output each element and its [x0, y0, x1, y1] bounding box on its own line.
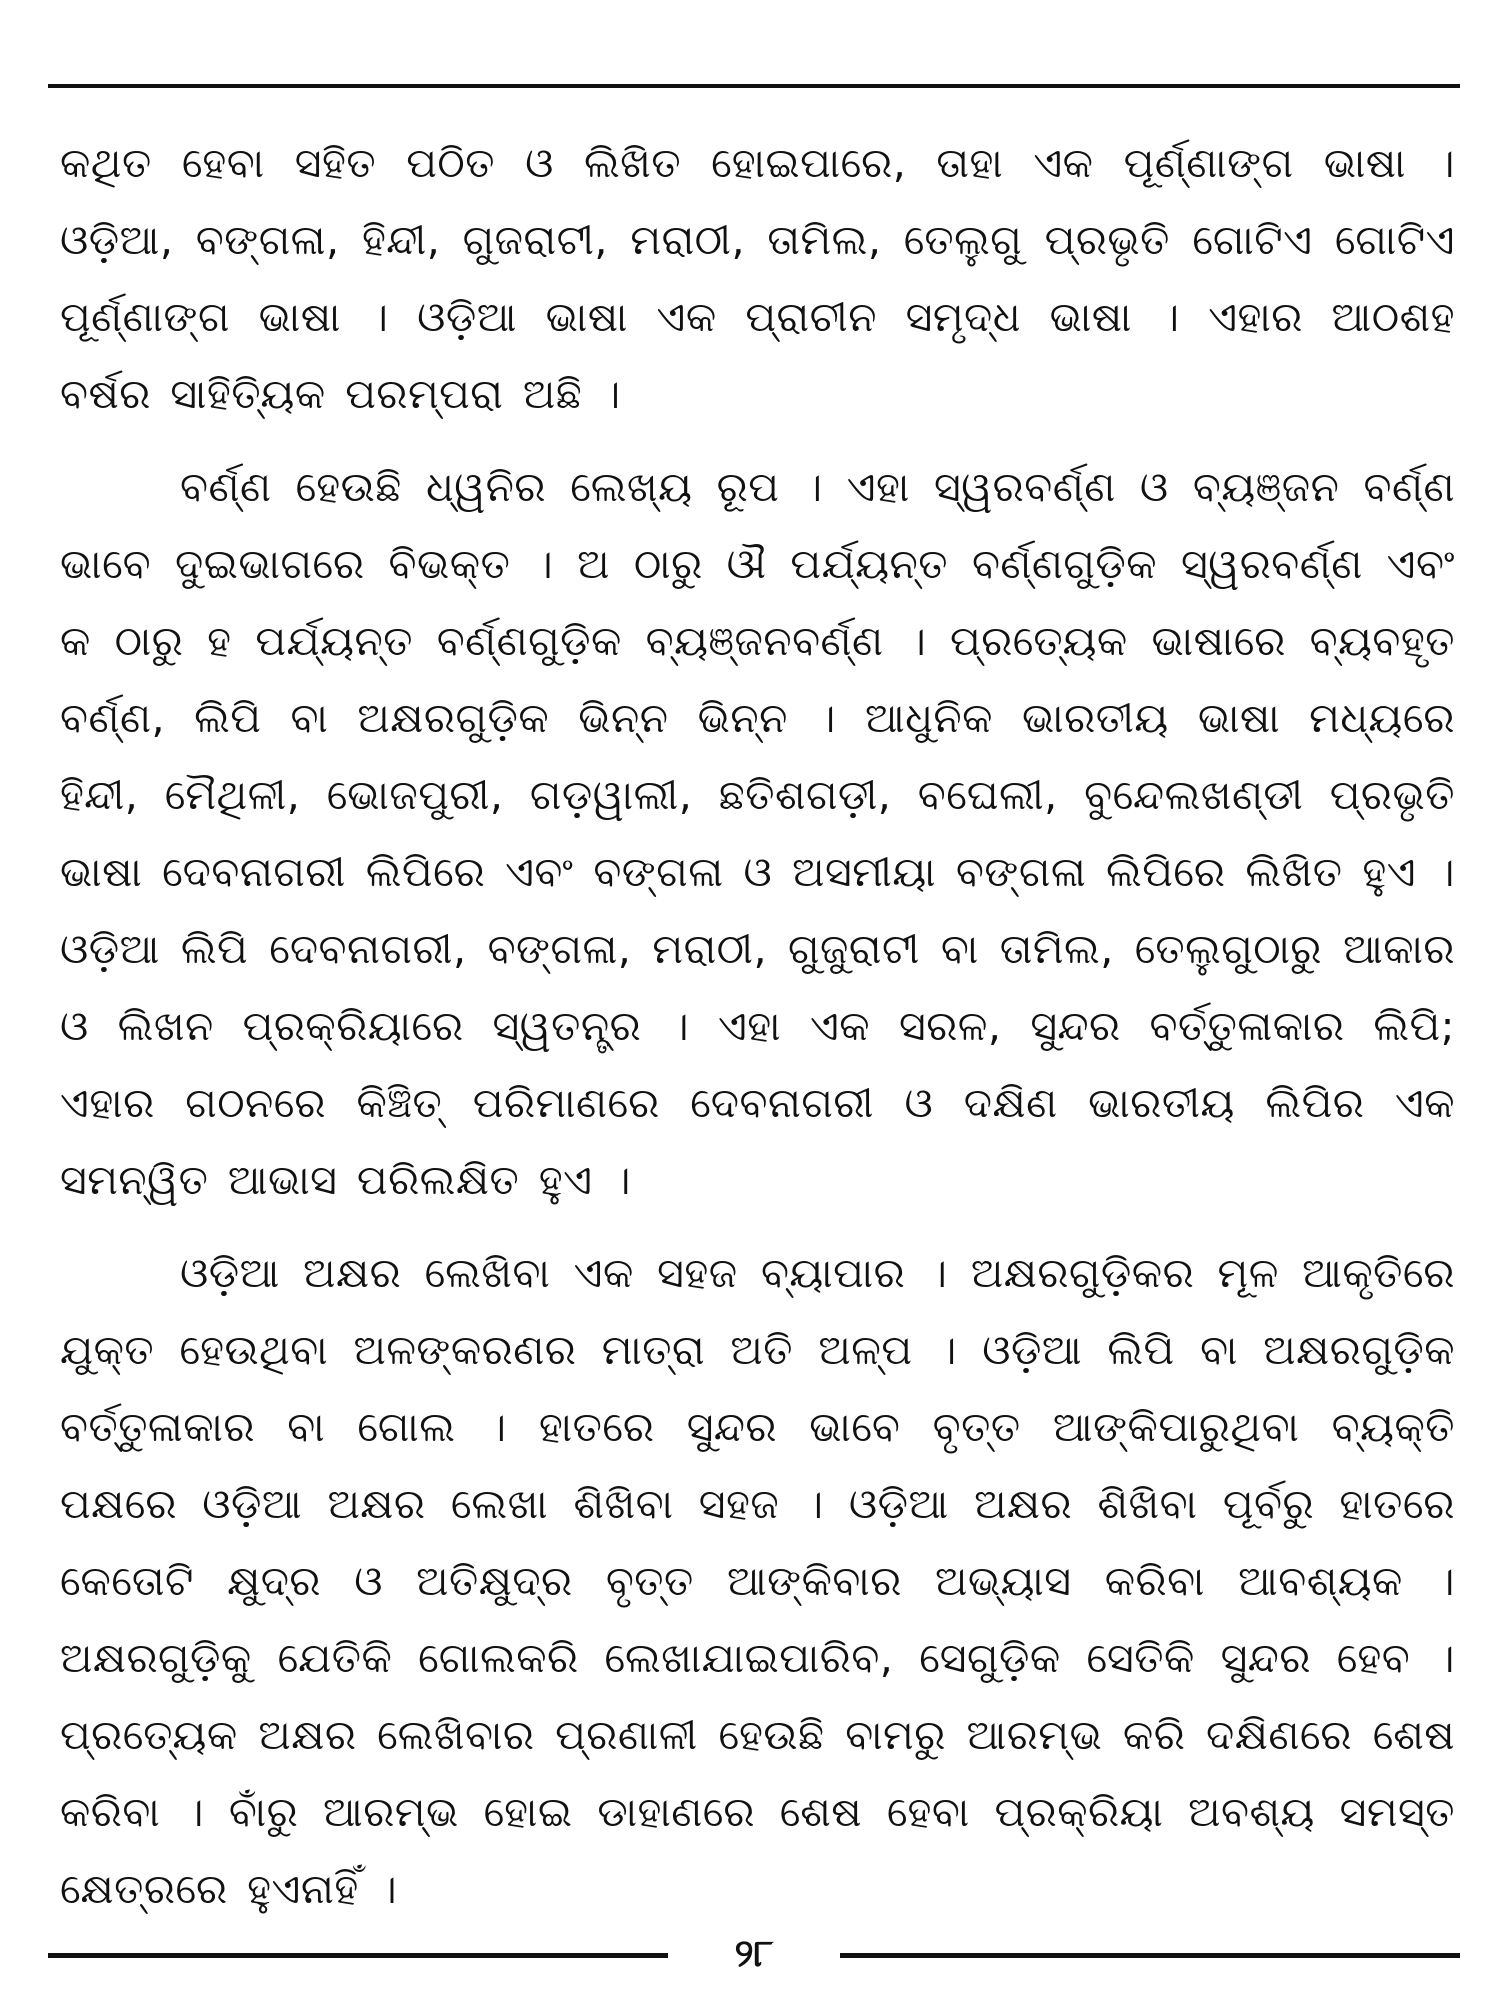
- header-rule: [48, 84, 1460, 88]
- paragraph-3: ଓଡ଼ିଆ ଅକ୍ଷର ଲେଖିବା ଏକ ସହଜ ବ୍ୟାପାର । ଅକ୍ଷରଗୁଡ଼ିକର ମୂଳ ଆକୃତିରେ ଯୁକ୍ତ ହେଉଥିବା ଅଳଙ୍କରଣର ମାତ୍ରା ଅତି ଅଳ୍ପ । ଓଡ଼ିଆ ଲିପି ବା ଅକ୍ଷରଗୁଡ଼ିକ ବର୍ତ୍ତୁଳାକାର ବା ଗୋଲ । ହାତରେ ସୁନ୍ଦର ଭାବେ ବୃତ୍ତ ଆଙ୍କିପାରୁଥିବା ବ୍ୟକ୍ତି ପକ୍ଷରେ ଓଡ଼ିଆ ଅକ୍ଷର ଲେଖା ଶିଖିବା ସହଜ । ଓଡ଼ିଆ ଅକ୍ଷର ଶିଖିବା ପୂର୍ବରୁ ହାତରେ କେତୋଟି କ୍ଷୁଦ୍ର ଓ ଅତିକ୍ଷୁଦ୍ର ବୃତ୍ତ ଆଙ୍କିବାର ଅଭ୍ୟାସ କରିବା ଆବଶ୍ୟକ । ଅକ୍ଷରଗୁଡ଼ିକୁ ଯେତିକି ଗୋଲକରି ଲେଖାଯାଇପାରିବ, ସେଗୁଡ଼ିକ ସେତିକି ସୁନ୍ଦର ହେବ । ପ୍ରତ୍ୟେକ ଅକ୍ଷର ଲେଖିବାର ପ୍ରଣାଳୀ ହେଉଛି ବାମରୁ ଆରମ୍ଭ କରି ଦକ୍ଷିଣରେ ଶେଷ କରିବା । ବାଁରୁ ଆରମ୍ଭ ହୋଇ ଡାହାଣରେ ଶେଷ ହେବା ପ୍ରକ୍ରିୟା ଅବଶ୍ୟ ସମସ୍ତ କ୍ଷେତ୍ରରେ ହୁଏନାହିଁ ।: [60, 1249, 1455, 1913]
- footer-rule-right: [840, 1953, 1460, 1958]
- page-number: ୨୮: [734, 1931, 774, 1975]
- paragraph-1: କଥିତ ହେବା ସହିତ ପଠିତ ଓ ଲିଖିତ ହୋଇପାରେ, ତାହା ଏକ ପୂର୍ଣ୍ଣାଙ୍ଗ ଭାଷା । ଓଡ଼ିଆ, ବଙ୍ଗଳା, ହିନ୍ଦୀ, ଗୁଜରାଟୀ, ମରାଠୀ, ତାମିଲ, ତେଲୁଗୁ ପ୍ରଭୃତି ଗୋଟିଏ ଗୋଟିଏ ପୂର୍ଣ୍ଣାଙ୍ଗ ଭାଷା । ଓଡ଼ିଆ ଭାଷା ଏକ ପ୍ରାଚୀନ ସମୃଦ୍ଧ ଭାଷା । ଏହାର ଆଠଶହ ବର୍ଷର ସାହିତ୍ୟିକ ପରମ୍ପରା ଅଛି ।: [60, 139, 1455, 418]
- page-footer: [48, 1931, 1460, 1975]
- page-body: [60, 125, 1455, 1944]
- footer-rule-left: [48, 1953, 668, 1958]
- paragraph-2: ବର୍ଣ୍ଣ ହେଉଛି ଧ୍ୱନିର ଲେଖ୍ୟ ରୂପ । ଏହା ସ୍ୱରବର୍ଣ୍ଣ ଓ ବ୍ୟଞ୍ଜନ ବର୍ଣ୍ଣ ଭାବେ ଦୁଇଭାଗରେ ବିଭକ୍ତ । ଅ ଠାରୁ ଔ ପର୍ଯ୍ୟନ୍ତ ବର୍ଣ୍ଣଗୁଡ଼ିକ ସ୍ୱରବର୍ଣ୍ଣ ଏବଂ କ ଠାରୁ ହ ପର୍ଯ୍ୟନ୍ତ ବର୍ଣ୍ଣଗୁଡ଼ିକ ବ୍ୟଞ୍ଜନବର୍ଣ୍ଣ । ପ୍ରତ୍ୟେକ ଭାଷାରେ ବ୍ୟବହୃତ ବର୍ଣ୍ଣ, ଲିପି ବା ଅକ୍ଷରଗୁଡ଼ିକ ଭିନ୍ନ ଭିନ୍ନ । ଆଧୁନିକ ଭାରତୀୟ ଭାଷା ମଧ୍ୟରେ ହିନ୍ଦୀ, ମୈଥିଳୀ, ଭୋଜପୁରୀ, ଗଡ଼ୱାଲୀ, ଛତିଶଗଡ଼ୀ, ବଘେଲୀ, ବୁନ୍ଦେଲଖଣ୍ଡୀ ପ୍ରଭୃତି ଭାଷା ଦେବନାଗରୀ ଲିପିରେ ଏବଂ ବଙ୍ଗଳା ଓ ଅସମୀୟା ବଙ୍ଗଳା ଲିପିରେ ଲିଖିତ ହୁଏ । ଓଡ଼ିଆ ଲିପି ଦେବନାଗରୀ, ବଙ୍ଗଳା, ମରାଠୀ, ଗୁଜୁରାଟୀ ବା ତାମିଲ, ତେଲୁଗୁଠାରୁ ଆକାର ଓ ଲିଖନ ପ୍ରକ୍ରିୟାରେ ସ୍ୱତନ୍ତ୍ର । ଏହା ଏକ ସରଳ, ସୁନ୍ଦର ବର୍ତ୍ତୁଳାକାର ଲିପି; ଏହାର ଗଠନରେ କିଞ୍ଚିତ୍ ପରିମାଣରେ ଦେବନାଗରୀ ଓ ଦକ୍ଷିଣ ଭାରତୀୟ ଲିପିର ଏକ ସମନ୍ୱିତ ଆଭାସ ପରିଲକ୍ଷିତ ହୁଏ ।: [60, 463, 1455, 1204]
